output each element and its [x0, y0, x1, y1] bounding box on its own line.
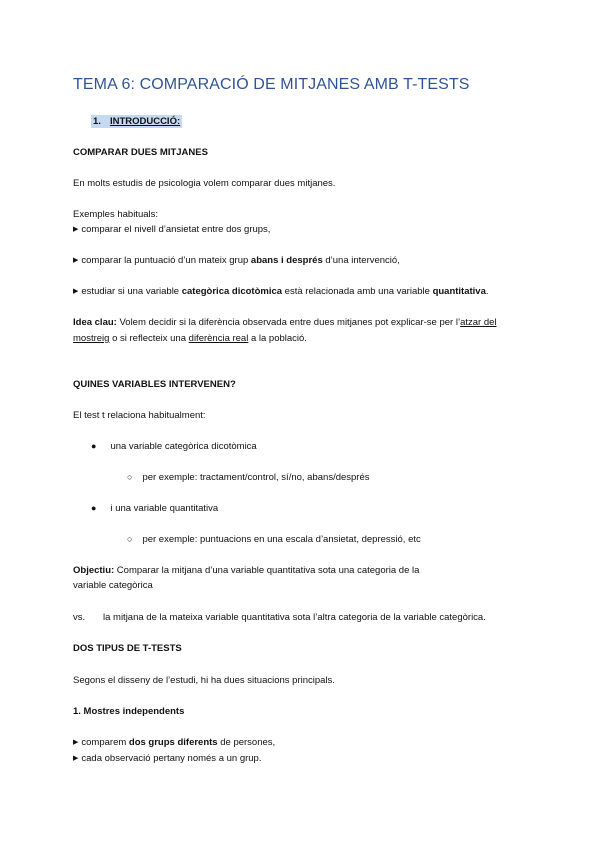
- example-text-3b: categòrica dicotòmica: [181, 286, 283, 297]
- section-intro-heading: [91, 115, 182, 128]
- paragraph-intro: En molts estudis de psicologia volem comparar dues mitjanes.: [73, 178, 336, 189]
- example-item-3: [73, 286, 489, 297]
- example-text-1: comparar el nivell d’ansietat entre dos grups,: [81, 224, 271, 235]
- variable-1-text: una variable categòrica dicotòmica: [110, 441, 257, 452]
- sublist-item-variable-2: [127, 534, 421, 545]
- list-item-variable-1: [91, 441, 257, 452]
- triangle-bullet-icon: ▶: [73, 257, 79, 264]
- vs-line: [73, 612, 486, 623]
- idea-clau-line-2: [73, 333, 307, 344]
- independent-text-1a: comparem: [81, 737, 129, 748]
- examples-label: Exemples habituals:: [73, 209, 159, 220]
- example-text-3e: .: [485, 286, 489, 297]
- heading-quines-variables: QUINES VARIABLES INTERVENEN?: [73, 379, 236, 390]
- example-item-2: [73, 255, 400, 266]
- example-text-2d: després: [286, 255, 323, 266]
- variable-1-example: per exemple: tractament/control, sí/no, abans/després: [142, 472, 370, 483]
- example-text-2b: abans: [250, 255, 279, 266]
- document-title: TEMA 6: COMPARACIÓ DE MITJANES AMB T-TESTS: [73, 76, 470, 93]
- intro-label: INTRODUCCIÓ:: [109, 116, 181, 127]
- independent-text-1c: de persones,: [217, 737, 276, 748]
- sublist-item-variable-1: [127, 472, 370, 483]
- circle-bullet-icon: ○: [127, 472, 133, 482]
- example-text-3a: estudiar si una variable: [81, 286, 182, 297]
- intro-number: 1.: [93, 116, 101, 127]
- idea-text-d: o si reflecteix una: [109, 333, 189, 344]
- example-text-3d: quantitativa: [432, 286, 486, 297]
- example-text-2c: i: [278, 255, 287, 266]
- variable-2-example: per exemple: puntuacions en una escala d’ansietat, depressió, etc: [142, 534, 421, 545]
- idea-clau-label: Idea clau:: [73, 317, 117, 328]
- example-text-2a: comparar la puntuació d’un mateix grup: [81, 255, 251, 266]
- circle-bullet-icon: ○: [127, 534, 133, 544]
- idea-text-f: a la població.: [248, 333, 307, 344]
- independent-item-2: [73, 753, 261, 764]
- triangle-bullet-icon: ▶: [73, 739, 79, 746]
- idea-text-b: atzar del: [460, 317, 497, 328]
- paragraph-test-t: El test t relaciona habitualment:: [73, 410, 206, 421]
- objectiu-label: Objectiu:: [73, 565, 115, 576]
- independent-text-2: cada observació pertany només a un grup.: [81, 753, 262, 764]
- vs-text: la mitjana de la mateixa variable quantitativa sota l’altra categoria de la variable categòrica.: [103, 612, 486, 623]
- list-item-variable-2: [91, 503, 218, 514]
- paragraph-disseny: Segons el disseny de l’estudi, hi ha dues situacions principals.: [73, 675, 335, 686]
- idea-text-c: mostreig: [73, 333, 110, 344]
- objectiu-line-1: [73, 565, 419, 576]
- subheading-mostres-independents: 1. Mostres independents: [73, 706, 185, 717]
- idea-text-a: Volem decidir si la diferència observada entre dues mitjanes pot explicar-se per l’: [116, 317, 461, 328]
- triangle-bullet-icon: ▶: [73, 288, 79, 295]
- independent-text-1b: dos grups diferents: [128, 737, 218, 748]
- variable-2-text: i una variable quantitativa: [110, 503, 219, 514]
- idea-text-e: diferència real: [188, 333, 249, 344]
- example-text-2e: d’una intervenció,: [322, 255, 400, 266]
- independent-item-1: [73, 737, 275, 748]
- bullet-icon: ●: [91, 441, 97, 451]
- heading-dos-tipus: DOS TIPUS DE T-TESTS: [73, 643, 182, 654]
- triangle-bullet-icon: ▶: [73, 226, 79, 233]
- example-item-1: [73, 224, 270, 235]
- triangle-bullet-icon: ▶: [73, 755, 79, 762]
- example-text-3c: està relacionada amb una variable: [282, 286, 433, 297]
- vs-label: vs.: [73, 612, 86, 623]
- idea-clau-line-1: [73, 317, 497, 328]
- heading-comparar-dues-mitjanes: COMPARAR DUES MITJANES: [73, 147, 208, 158]
- objectiu-text-a: Comparar la mitjana d’una variable quantitativa sota una categoria de la: [114, 565, 420, 576]
- bullet-icon: ●: [91, 503, 97, 513]
- objectiu-line-2: variable categòrica: [73, 580, 153, 591]
